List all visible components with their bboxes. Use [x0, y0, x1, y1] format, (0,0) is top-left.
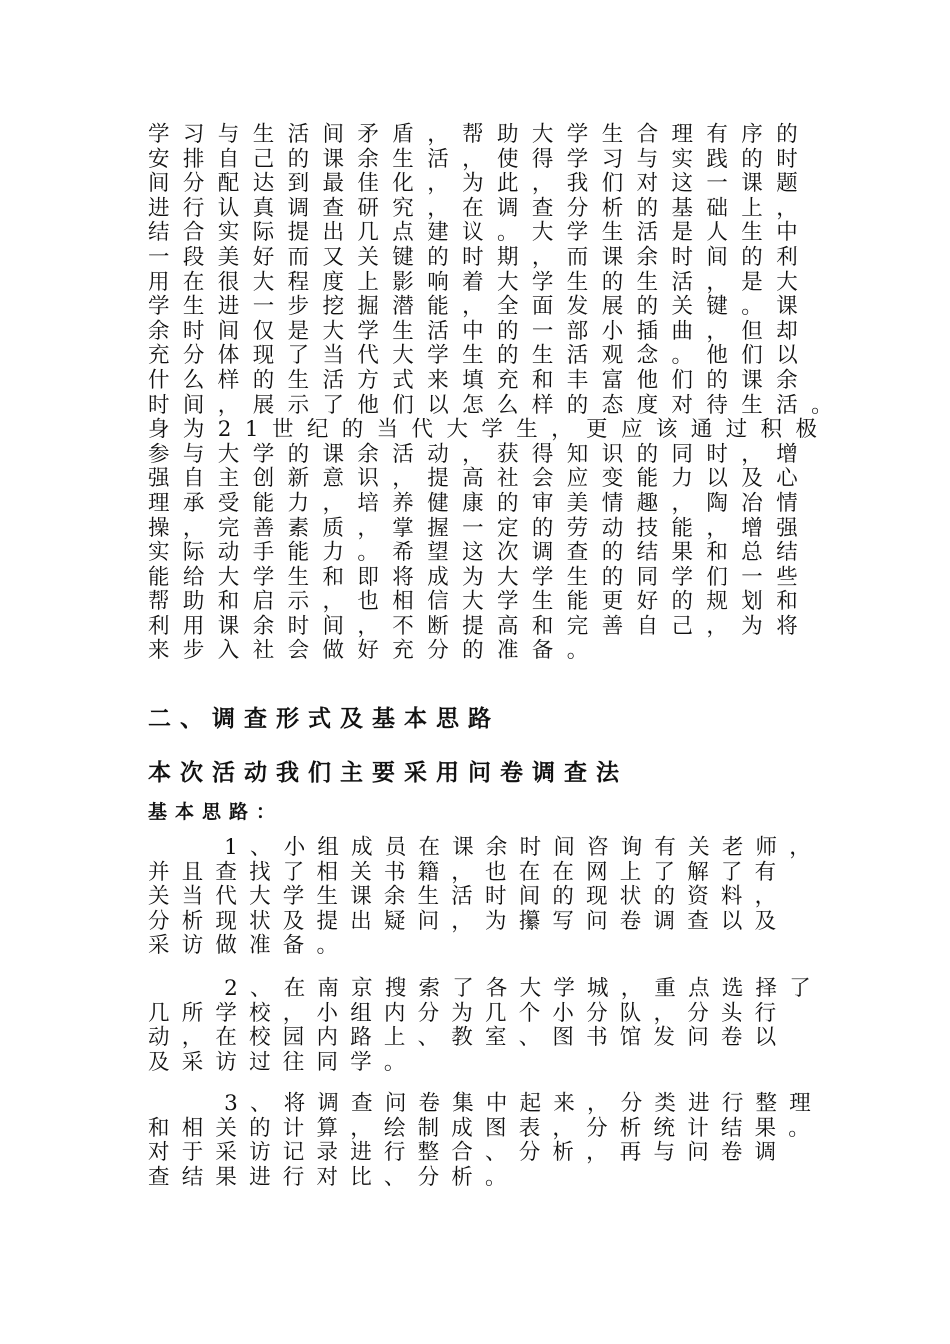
step-paragraph-3	[148, 1092, 823, 1190]
text-line: 安排自己的课余生活，使得学习与实践的时	[148, 146, 812, 172]
method-heading: 本次活动我们主要采用问卷调查法	[148, 759, 628, 786]
text-line: 和相关的计算，绘制成图表，分析统计结果。	[148, 1115, 823, 1141]
text-line: 充分体现了当代大学生的生活观念。他们以	[148, 343, 812, 369]
text-line: 分析现状及提出疑问，为攥写问卷调查以及	[148, 908, 789, 934]
text-line: 理承受能力，培养健康的审美情趣，陶冶情	[148, 490, 812, 516]
text-line: 3、将调查问卷集中起来，分类进行整理	[148, 1091, 823, 1116]
text-line: 采访做准备。	[148, 933, 351, 959]
text-line: 来步入社会做好充分的准备。	[148, 638, 602, 664]
text-line: 对于采访记录进行整合、分析，再与问卷调	[148, 1140, 789, 1166]
text-line: 并且查找了相关书籍，也在在网上了解了有	[148, 859, 789, 885]
text-line: 及采访过往同学。	[148, 1049, 418, 1075]
step-paragraph-1	[148, 836, 823, 959]
text-line: 几所学校，小组内分为几个小分队，分头行	[148, 1000, 789, 1026]
text-line: 1、小组成员在课余时间咨询有关老师，	[148, 835, 823, 860]
text-line: 学习与生活间矛盾，帮助大学生合理有序的	[148, 122, 812, 147]
text-line: 操，完善素质，掌握一定的劳动技能，增强	[148, 515, 812, 541]
text-line: 余时间仅是大学生活中的一部小插曲，但却	[148, 318, 812, 344]
text-line: 什么样的生活方式来填充和丰富他们的课余	[148, 367, 812, 393]
section-heading: 二、调查形式及基本思路	[148, 705, 500, 732]
text-line: 能给大学生和即将成为大学生的同学们一些	[148, 564, 812, 590]
text-line: 时间，展示了他们以怎么样的态度对待生活。	[148, 392, 847, 418]
text-line: 用在很大程度上影响着大学生的生活，是大	[148, 269, 812, 295]
text-line: 强自主创新意识，提高社会应变能力以及心	[148, 466, 812, 492]
text-line: 间分配达到最佳化，为此，我们对这一课题	[148, 171, 812, 197]
text-line: 一段美好而又关键的时期，而课余时间的利	[148, 244, 812, 270]
text-line: 帮助和启示，也相信大学生能更好的规划和	[148, 589, 812, 615]
text-line: 关当代大学生课余生活时间的现状的资料，	[148, 884, 789, 910]
intro-paragraph	[148, 123, 846, 664]
approach-heading: 基本思路：	[148, 801, 284, 823]
step-paragraph-2	[148, 977, 823, 1075]
text-line: 2、在南京搜索了各大学城，重点选择了	[148, 976, 823, 1001]
text-line: 实际动手能力。希望这次调查的结果和总结	[148, 540, 812, 566]
text-line: 结合实际提出几点建议。大学生活是人生中	[148, 220, 812, 246]
text-line: 身为21世纪的当代大学生，更应该通过积极	[148, 417, 831, 443]
text-line: 查结果进行对比、分析。	[148, 1164, 519, 1190]
text-line: 利用课余时间，不断提高和完善自己，为将	[148, 613, 812, 639]
text-line: 动，在校园内路上、教室、图书馆发问卷以	[148, 1025, 789, 1051]
text-line: 参与大学的课余活动，获得知识的同时，增	[148, 441, 812, 467]
text-line: 学生进一步挖掘潜能，全面发展的关键。课	[148, 294, 812, 320]
text-line: 进行认真调查研究，在调查分析的基础上，	[148, 195, 812, 221]
